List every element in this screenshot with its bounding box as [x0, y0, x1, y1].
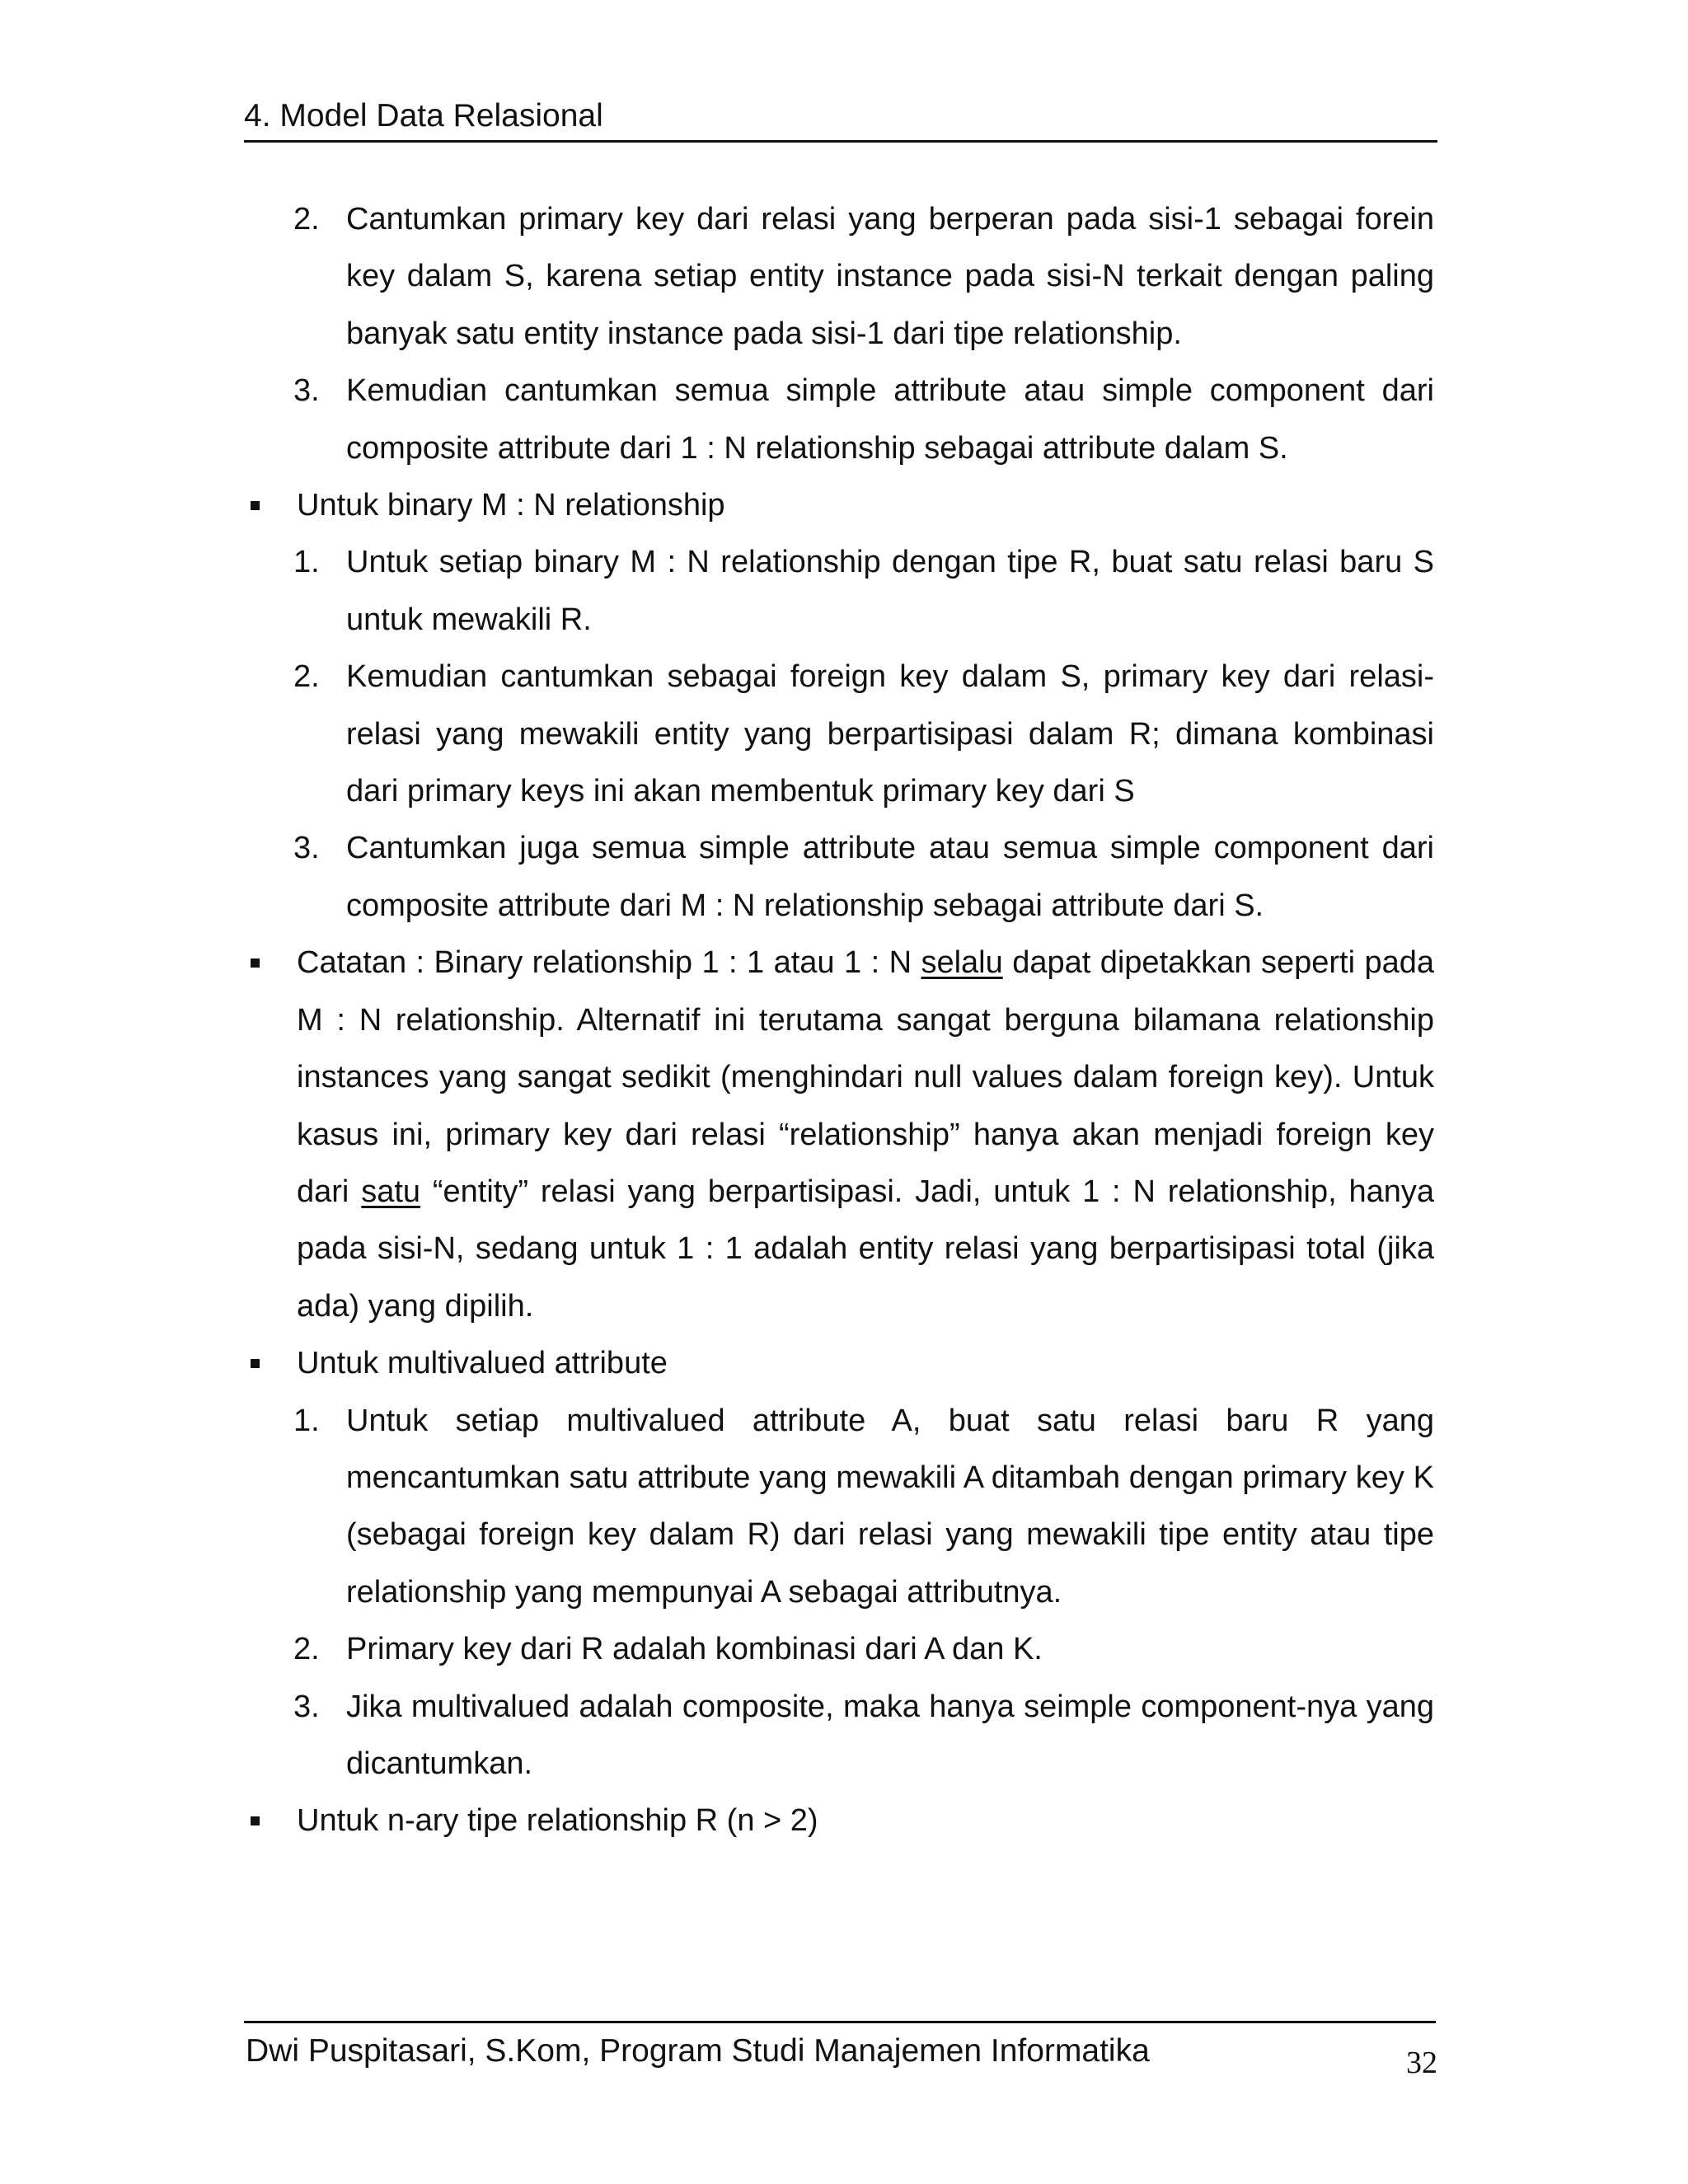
- page-number: 32: [1406, 2046, 1437, 2080]
- list-item: [244, 191, 1434, 363]
- item-number: 2.: [293, 1632, 320, 1667]
- chapter-title: 4. Model Data Relasional: [244, 98, 603, 134]
- bullet-item-multivalued: [244, 1335, 1434, 1392]
- square-bullet-icon: [251, 1359, 260, 1368]
- list-item: [244, 1393, 1434, 1622]
- list-item: [244, 820, 1434, 935]
- note-text-part: dapat dipetakkan seperti pada M : N relationship. Alternatif ini terutama sangat berguna bilamana relationship instances yang sangat sedikit (menghindari null values dalam foreign key). Untuk kasus ini, primary key dari relasi “relationship” hanya akan menjadi foreign key dari: [297, 945, 1434, 1209]
- note-text-part: Catatan : Binary relationship 1 : 1 atau 1 : N: [297, 945, 921, 981]
- item-number: 3.: [293, 831, 320, 866]
- item-number: 1.: [293, 1403, 320, 1438]
- bullet-text: Untuk multivalued attribute: [297, 1346, 668, 1381]
- bullet-item-mn: [244, 477, 1434, 534]
- list-item: [244, 363, 1434, 477]
- note-text-part: “entity” relasi yang berpartisipasi. Jadi, untuk 1 : N relationship, hanya pada sisi-N, sedang untuk 1 : 1 adalah entity relasi yang berpartisipasi total (jika ada) yang dipilih.: [297, 1174, 1435, 1324]
- square-bullet-icon: [251, 501, 260, 510]
- item-text: Kemudian cantumkan sebagai foreign key dalam S, primary key dari relasi-relasi yang mewakili entity yang berpartisipasi dalam R; dimana kombinasi dari primary keys ini akan membentuk primary key dari S: [346, 659, 1434, 809]
- footer-author: Dwi Puspitasari, S.Kom, Program Studi Manajemen Informatika: [246, 2033, 1150, 2069]
- item-number: 2.: [293, 202, 320, 237]
- list-item: [244, 1621, 1434, 1678]
- underlined-word: selalu: [921, 945, 1003, 981]
- item-text: Untuk setiap multivalued attribute A, buat satu relasi baru R yang mencantumkan satu attribute yang mewakili A ditambah dengan primary key K (sebagai foreign key dalam R) dari relasi yang mewakili tipe entity atau tipe relationship yang mempunyai A sebagai attributnya.: [346, 1403, 1434, 1610]
- square-bullet-icon: [251, 958, 260, 968]
- list-item: [244, 1679, 1434, 1793]
- bullet-item-nary: [244, 1793, 1434, 1849]
- page-header: [244, 97, 1437, 143]
- item-text: Untuk setiap binary M : N relationship dengan tipe R, buat satu relasi baru S untuk mewakili R.: [346, 545, 1434, 637]
- square-bullet-icon: [251, 1816, 260, 1825]
- list-item: [244, 534, 1434, 649]
- item-number: 3.: [293, 373, 320, 409]
- item-text: Primary key dari R adalah kombinasi dari A dan K.: [346, 1632, 1043, 1667]
- item-number: 2.: [293, 659, 320, 695]
- item-text: Cantumkan juga semua simple attribute atau semua simple component dari composite attribute dari M : N relationship sebagai attribute dari S.: [346, 831, 1434, 923]
- list-item: [244, 649, 1434, 820]
- item-text: Cantumkan primary key dari relasi yang berperan pada sisi-1 sebagai forein key dalam S, karena setiap entity instance pada sisi-N terkait dengan paling banyak satu entity instance pada sisi-1 dari tipe relationship.: [346, 202, 1434, 351]
- page-body: [244, 191, 1434, 1850]
- item-text: Jika multivalued adalah composite, maka hanya seimple component-nya yang dicantumkan.: [346, 1689, 1434, 1781]
- underlined-word: satu: [361, 1174, 421, 1209]
- item-number: 1.: [293, 545, 320, 580]
- bullet-text: Untuk n-ary tipe relationship R (n > 2): [297, 1803, 818, 1839]
- footer-divider: [244, 2021, 1436, 2023]
- bullet-item-note: [244, 935, 1434, 1335]
- item-number: 3.: [293, 1689, 320, 1724]
- bullet-text: Untuk binary M : N relationship: [297, 488, 725, 523]
- item-text: Kemudian cantumkan semua simple attribute atau simple component dari composite attribute dari 1 : N relationship sebagai attribute dalam S.: [346, 373, 1434, 466]
